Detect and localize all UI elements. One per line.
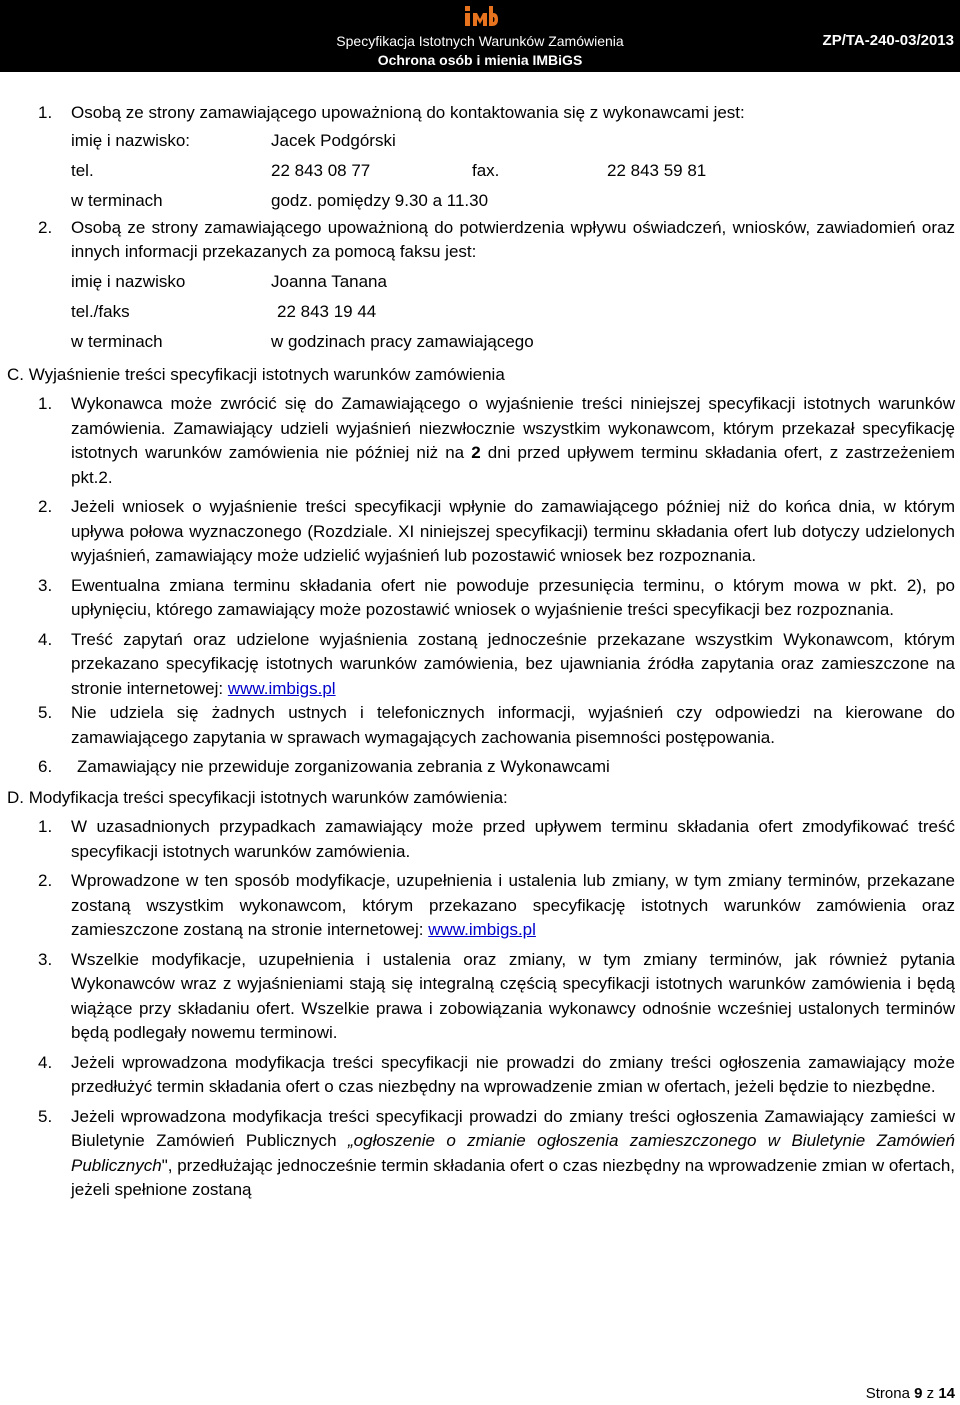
document-reference: ZP/TA-240-03/2013 bbox=[822, 32, 954, 49]
item-text: Nie udziela się żadnych ustnych i telefonicznych informacji, wyjaśnień czy odpowiedzi na kierowane do zamawiającego zapytania w sprawach wymagających zachowania pisemności postępowania. bbox=[71, 703, 955, 747]
document-subtitle: Ochrona osób i mienia IMBiGS bbox=[377, 52, 583, 68]
imbigs-logo-icon bbox=[463, 4, 499, 28]
contact-1-tel-row bbox=[0, 156, 960, 186]
name-label: imię i nazwisko: bbox=[71, 130, 191, 150]
item-number: 1. bbox=[38, 394, 53, 413]
tel-label: tel. bbox=[71, 160, 94, 180]
item-number: 5. bbox=[38, 1106, 53, 1126]
imbigs-website-link[interactable]: www.imbigs.pl bbox=[227, 678, 336, 698]
section-letter: D. bbox=[7, 787, 24, 807]
item-number: 2. bbox=[38, 217, 53, 237]
name-value: Jacek Podgórski bbox=[271, 130, 396, 150]
item-number: 4. bbox=[38, 1052, 53, 1072]
section-c-heading bbox=[0, 363, 960, 388]
hours-label: w terminach bbox=[71, 190, 163, 210]
page-total: 14 bbox=[938, 1385, 955, 1402]
item-text bbox=[71, 628, 955, 702]
item-text-bold: 2 bbox=[471, 443, 481, 462]
section-title: Wyjaśnienie treści specyfikacji istotnych warunków zamówienia bbox=[28, 364, 505, 384]
section-c-item-4 bbox=[0, 628, 960, 702]
page-header bbox=[0, 0, 960, 72]
section-title: Modyfikacja treści specyfikacji istotnych warunków zamówienia: bbox=[28, 787, 508, 807]
contact-2-hours-row bbox=[0, 325, 960, 359]
item-text: Zamawiający nie przewiduje zorganizowania zebrania z Wykonawcami bbox=[77, 757, 610, 776]
imbigs-website-link[interactable]: www.imbigs.pl bbox=[428, 920, 536, 939]
section-d-item-1 bbox=[0, 815, 960, 864]
item-number: 2. bbox=[38, 871, 53, 890]
item-text bbox=[71, 392, 955, 490]
contact-1-text: Osobą ze strony zamawiającego upoważnioną do kontaktowania się z wykonawcami jest: bbox=[71, 103, 745, 122]
section-c-item-6 bbox=[0, 755, 960, 780]
name-value: Joanna Tanana bbox=[271, 271, 387, 291]
contact-2-name-row bbox=[0, 265, 960, 295]
item-number: 1. bbox=[38, 103, 53, 122]
item-text: Wszelkie modyfikacje, uzupełnienia i ustalenia oraz zmiany, w tym zmiany terminów, jak również pytania Wykonawców wraz z wyjaśnieniami stają się integralną częścią specyfikacji istotnych warunków zamówienia i będą wiążące przy składaniu ofert. Wszelkie prawa i zobowiązania wykonawcy odnośnie wcześniej ustalonych terminów będą podlegały nowemu terminowi. bbox=[71, 949, 955, 1042]
hours-value: godz. pomiędzy 9.30 a 11.30 bbox=[271, 190, 489, 210]
contact-item-2 bbox=[0, 216, 960, 265]
fax-label: fax. bbox=[472, 160, 500, 180]
contact-1-name-row bbox=[0, 126, 960, 156]
item-text: Jeżeli wprowadzona modyfikacja treści specyfikacji nie prowadzi do zmiany treści ogłoszenia zamawiający może przedłużyć termin składania ofert o czas niezbędny na wprowadzenie zmian w ofertach, jeżeli będzie to niezbędne. bbox=[71, 1052, 955, 1096]
item-text: Ewentualna zmiana terminu składania ofert nie powoduje przesunięcia terminu, o którym mowa w pkt. 2), po upłynięciu, którego zamawiający może pozostawić wniosek o wyjaśnienie treści specyfikacji bez rozpoznania. bbox=[71, 575, 955, 619]
section-c-item-3 bbox=[0, 574, 960, 623]
item-text-part: ", przedłużając jednocześnie termin składania ofert o czas niezbędny na wprowadzenie zmian w ofertach, jeżeli spełnione zostaną bbox=[71, 1155, 955, 1199]
page-counter bbox=[866, 1385, 955, 1402]
item-text-italic: „ogłoszenie o zmianie ogłoszenia zamieszczonego w Biuletynie Zamówień Publicznych bbox=[71, 1131, 955, 1175]
item-text-part: dni przed upływem terminu składania ofert, z zastrzeżeniem pkt.2. bbox=[71, 443, 955, 487]
contact-1-hours-row bbox=[0, 186, 960, 216]
section-c-item-2 bbox=[0, 495, 960, 569]
tel-value: 22 843 08 77 bbox=[271, 160, 371, 180]
hours-value: w godzinach pracy zamawiającego bbox=[271, 331, 534, 351]
section-d-item-4 bbox=[0, 1051, 960, 1100]
item-number: 3. bbox=[38, 575, 53, 595]
page-of-label: z bbox=[926, 1385, 935, 1402]
page-label: Strona bbox=[865, 1385, 910, 1402]
section-d-item-3 bbox=[0, 948, 960, 1046]
section-d-item-2 bbox=[0, 869, 960, 943]
hours-label: w terminach bbox=[71, 331, 163, 351]
item-text-part: Wprowadzone w ten sposób modyfikacje, uzupełnienia i ustalenia lub zmiany, w tym zmiany terminów, przekazane zostaną wszystkim wykonawcom, którym przekazano specyfikację istotnych warunków zamówienia oraz zamieszczone zostaną na stronie internetowej: bbox=[71, 871, 955, 939]
item-number: 4. bbox=[38, 629, 53, 649]
section-c-item-5 bbox=[0, 701, 960, 750]
item-text-part: Treść zapytań oraz udzielone wyjaśnienia zostaną jednocześnie przekazane wszystkim Wykonawcom, którym przekazano specyfikację istotnych warunków zamówienia, bez ujawniania źródła zapytania oraz zamieszczone na stronie internetowej: bbox=[71, 629, 955, 698]
document-body bbox=[0, 96, 960, 1203]
item-number: 2. bbox=[38, 497, 53, 516]
page-number: 9 bbox=[914, 1385, 923, 1402]
item-number: 3. bbox=[38, 949, 53, 969]
section-d-heading bbox=[0, 786, 960, 811]
contact-item-1 bbox=[0, 101, 960, 126]
item-text bbox=[71, 869, 955, 943]
contact-2-text: Osobą ze strony zamawiającego upoważnioną do potwierdzenia wpływu oświadczeń, wniosków, zawiadomień oraz innych informacji przekazanych za pomocą faksu jest: bbox=[71, 217, 955, 261]
section-letter: C. bbox=[7, 364, 24, 384]
item-text: W uzasadnionych przypadkach zamawiający może przed upływem terminu składania ofert zmodyfikować treść specyfikacji istotnych warunków zamówienia. bbox=[71, 817, 955, 861]
name-label: imię i nazwisko bbox=[71, 271, 186, 291]
section-d-item-5 bbox=[0, 1105, 960, 1203]
item-number: 6. bbox=[38, 757, 53, 776]
item-text bbox=[71, 1105, 955, 1203]
item-number: 5. bbox=[38, 703, 53, 722]
item-text-part: Wykonawca może zwrócić się do Zamawiającego o wyjaśnienie treści niniejszej specyfikacji istotnych warunków zamówienia. Zamawiający udzieli wyjaśnień niezwłocznie wszystkim wykonawcom, którym przekazał specyfikację istotnych warunków zamówienia nie później niż na bbox=[71, 394, 955, 462]
item-text-part: Jeżeli wprowadzona modyfikacja treści specyfikacji prowadzi do zmiany treści ogłoszenia Zamawiający zamieści w Biuletynie Zamówień Publicznych bbox=[71, 1106, 955, 1150]
item-number: 1. bbox=[38, 817, 53, 836]
contact-2-tel-row bbox=[0, 295, 960, 325]
tel-label: tel./faks bbox=[71, 301, 130, 321]
document-title: Specyfikacja Istotnych Warunków Zamówienia bbox=[336, 33, 624, 49]
item-text: Jeżeli wniosek o wyjaśnienie treści specyfikacji wpłynie do zamawiającego później niż do końca dnia, w którym upływa połowa wyznaczonego (Rozdziale. XI niniejszej specyfikacji) terminu składania ofert lub dotyczy udzielonych wyjaśnień, zamawiający może udzielić wyjaśnień lub pozostawić wniosek bez rozpoznania. bbox=[71, 497, 955, 565]
section-c-item-1 bbox=[0, 392, 960, 490]
tel-value: 22 843 19 44 bbox=[277, 301, 377, 321]
fax-value: 22 843 59 81 bbox=[607, 160, 707, 180]
